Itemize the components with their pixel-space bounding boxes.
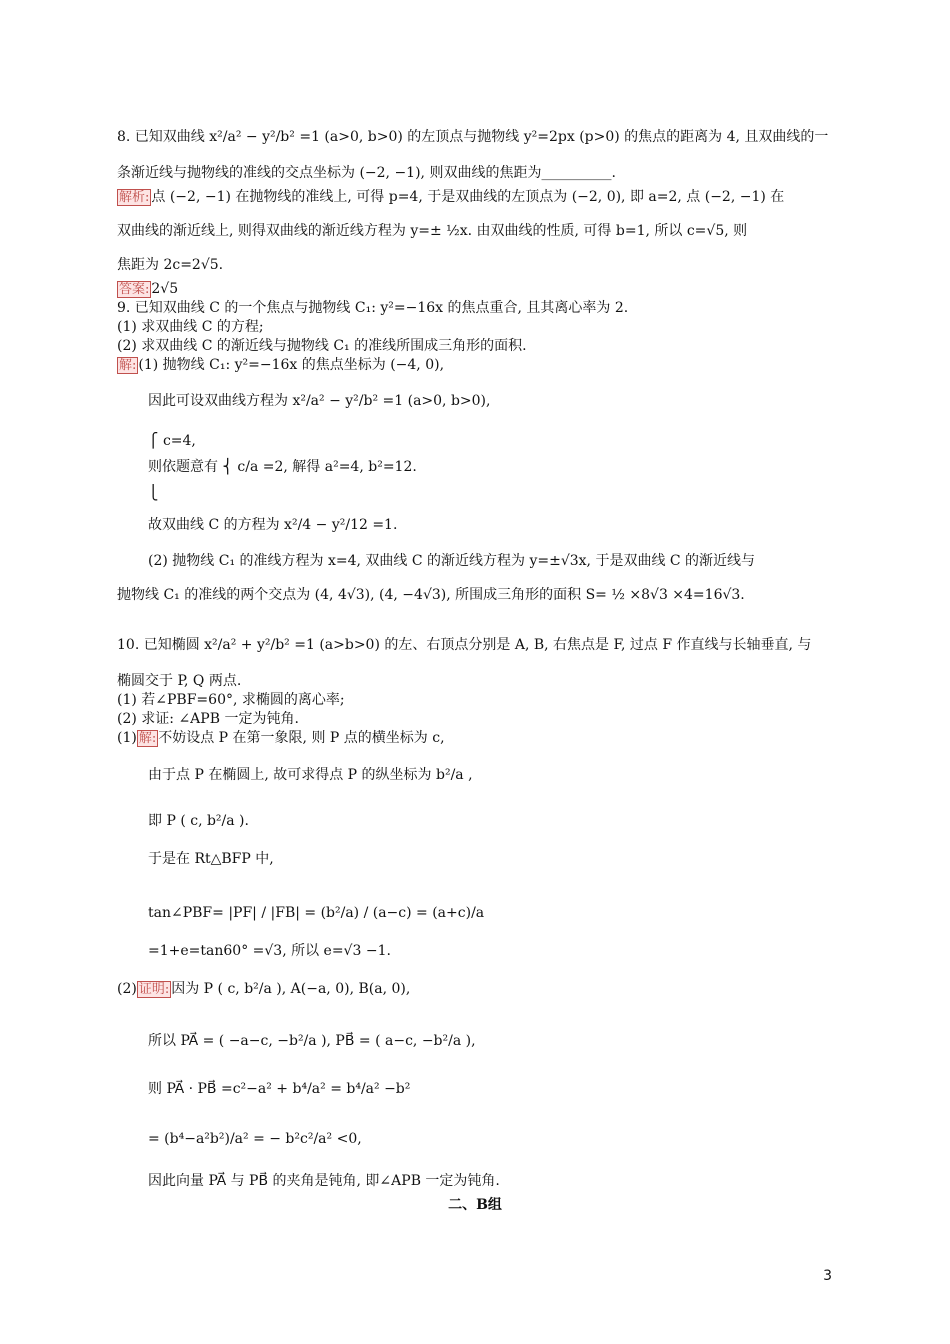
text-line bbox=[148, 392, 490, 410]
text-line bbox=[148, 1080, 410, 1098]
text-line bbox=[148, 458, 417, 476]
line-text: 因此向量 PA⃗ 与 PB⃗ 的夹角是钝角, 即∠APB 一定为钝角. bbox=[148, 1173, 500, 1189]
answer-tag: 证明: bbox=[138, 982, 170, 997]
line-text: ⎩ bbox=[148, 485, 159, 501]
text-line bbox=[148, 516, 397, 534]
line-text: 抛物线 C₁ 的准线的两个交点为 (4, 4√3), (4, −4√3), 所围成三角形的面积 S= ½ ×8√3 ×4=16√3. bbox=[117, 587, 745, 603]
text-line bbox=[117, 128, 828, 146]
text-line bbox=[117, 222, 747, 240]
text-line bbox=[117, 188, 784, 207]
line-text: (1) 求双曲线 C 的方程; bbox=[117, 319, 264, 335]
text-line bbox=[148, 904, 484, 922]
line-text: 8. 已知双曲线 x²/a² − y²/b² =1 (a>0, b>0) 的左顶点与抛物线 y²=2px (p>0) 的焦点的距离为 4, 且双曲线的一 bbox=[117, 129, 829, 145]
answer-tag: 解: bbox=[119, 358, 137, 373]
text-line bbox=[117, 672, 241, 690]
text-line bbox=[117, 710, 299, 728]
text-line bbox=[117, 256, 223, 274]
line-text: 所以 PA⃗ = ( −a−c, −b²/a ), PB⃗ = ( a−c, −b²/a ), bbox=[148, 1033, 476, 1049]
answer-tag: 解析: bbox=[119, 190, 150, 205]
text-line bbox=[148, 766, 473, 784]
line-text: 因此可设双曲线方程为 x²/a² − y²/b² =1 (a>0, b>0), bbox=[148, 393, 491, 409]
item-prefix: (2) bbox=[117, 981, 137, 997]
line-text: tan∠PBF= |PF| / |FB| = (b²/a) / (a−c) = (a+c)/a bbox=[148, 905, 485, 921]
line-text: (1) 抛物线 C₁: y²=−16x 的焦点坐标为 (−4, 0), bbox=[138, 357, 445, 373]
line-text: 双曲线的渐近线上, 则得双曲线的渐近线方程为 y=± ½x. 由双曲线的性质, 可得 b=1, 所以 c=√5, 则 bbox=[117, 223, 748, 239]
line-text: 由于点 P 在椭圆上, 故可求得点 P 的纵坐标为 b²/a , bbox=[148, 767, 473, 783]
text-line bbox=[148, 1032, 476, 1050]
text-line bbox=[117, 318, 264, 336]
line-text: 点 (−2, −1) 在抛物线的准线上, 可得 p=4, 于是双曲线的左顶点为 (−2, 0), 即 a=2, 点 (−2, −1) 在 bbox=[151, 189, 785, 205]
line-text: 故双曲线 C 的方程为 x²/4 − y²/12 =1. bbox=[148, 517, 398, 533]
line-text: (2) 求证: ∠APB 一定为钝角. bbox=[117, 711, 299, 727]
text-line bbox=[148, 484, 159, 502]
line-text: (2) 求双曲线 C 的渐近线与抛物线 C₁ 的准线所围成三角形的面积. bbox=[117, 338, 527, 354]
line-text: 椭圆交于 P, Q 两点. bbox=[117, 673, 242, 689]
text-line bbox=[117, 729, 445, 748]
page-number: 3 bbox=[823, 1268, 832, 1284]
text-line bbox=[117, 337, 527, 355]
line-text: 2√5 bbox=[151, 281, 179, 297]
line-text: 不妨设点 P 在第一象限, 则 P 点的横坐标为 c, bbox=[158, 730, 445, 746]
text-line bbox=[117, 636, 811, 654]
text-line bbox=[148, 850, 274, 868]
line-text: 条渐近线与抛物线的准线的交点坐标为 (−2, −1), 则双曲线的焦距为__________. bbox=[117, 165, 616, 181]
answer-tag: 解: bbox=[138, 731, 157, 746]
text-line bbox=[117, 691, 345, 709]
answer-tag: 答案: bbox=[119, 282, 150, 297]
text-line bbox=[117, 299, 628, 317]
line-text: 于是在 Rt△BFP 中, bbox=[148, 851, 274, 867]
text-line bbox=[117, 356, 444, 375]
text-line bbox=[148, 1130, 362, 1148]
line-text: 则依题意有 ⎨ c/a =2, 解得 a²=4, b²=12. bbox=[148, 459, 417, 475]
text-line bbox=[148, 812, 249, 830]
text-line bbox=[117, 280, 178, 299]
text-line bbox=[148, 552, 755, 570]
line-text: ⎧ c=4, bbox=[148, 433, 196, 449]
line-text: (2) 抛物线 C₁ 的准线方程为 x=4, 双曲线 C 的渐近线方程为 y=±√3x, 于是双曲线 C 的渐近线与 bbox=[148, 553, 756, 569]
section-heading: 二、B组 bbox=[448, 1197, 502, 1213]
line-text: 则 PA⃗ · PB⃗ =c²−a² + b⁴/a² = b⁴/a² −b² bbox=[148, 1081, 411, 1097]
item-prefix: (1) bbox=[117, 730, 137, 746]
line-text: 焦距为 2c=2√5. bbox=[117, 257, 224, 273]
line-text: 因为 P ( c, b²/a ), A(−a, 0), B(a, 0), bbox=[171, 981, 411, 997]
line-text: =1+e=tan60° =√3, 所以 e=√3 −1. bbox=[148, 943, 391, 959]
text-line bbox=[148, 432, 196, 450]
line-text: 9. 已知双曲线 C 的一个焦点与抛物线 C₁: y²=−16x 的焦点重合, 且其离心率为 2. bbox=[117, 300, 629, 316]
text-line bbox=[148, 942, 391, 960]
line-text: (1) 若∠PBF=60°, 求椭圆的离心率; bbox=[117, 692, 345, 708]
text-line bbox=[117, 980, 410, 999]
text-line bbox=[148, 1172, 500, 1190]
text-line bbox=[117, 164, 616, 182]
line-text: = (b⁴−a²b²)/a² = − b²c²/a² <0, bbox=[148, 1131, 362, 1147]
text-line bbox=[117, 586, 745, 604]
line-text: 10. 已知椭圆 x²/a² + y²/b² =1 (a>b>0) 的左、右顶点分别是 A, B, 右焦点是 F, 过点 F 作直线与长轴垂直, 与 bbox=[117, 637, 812, 653]
line-text: 即 P ( c, b²/a ). bbox=[148, 813, 249, 829]
